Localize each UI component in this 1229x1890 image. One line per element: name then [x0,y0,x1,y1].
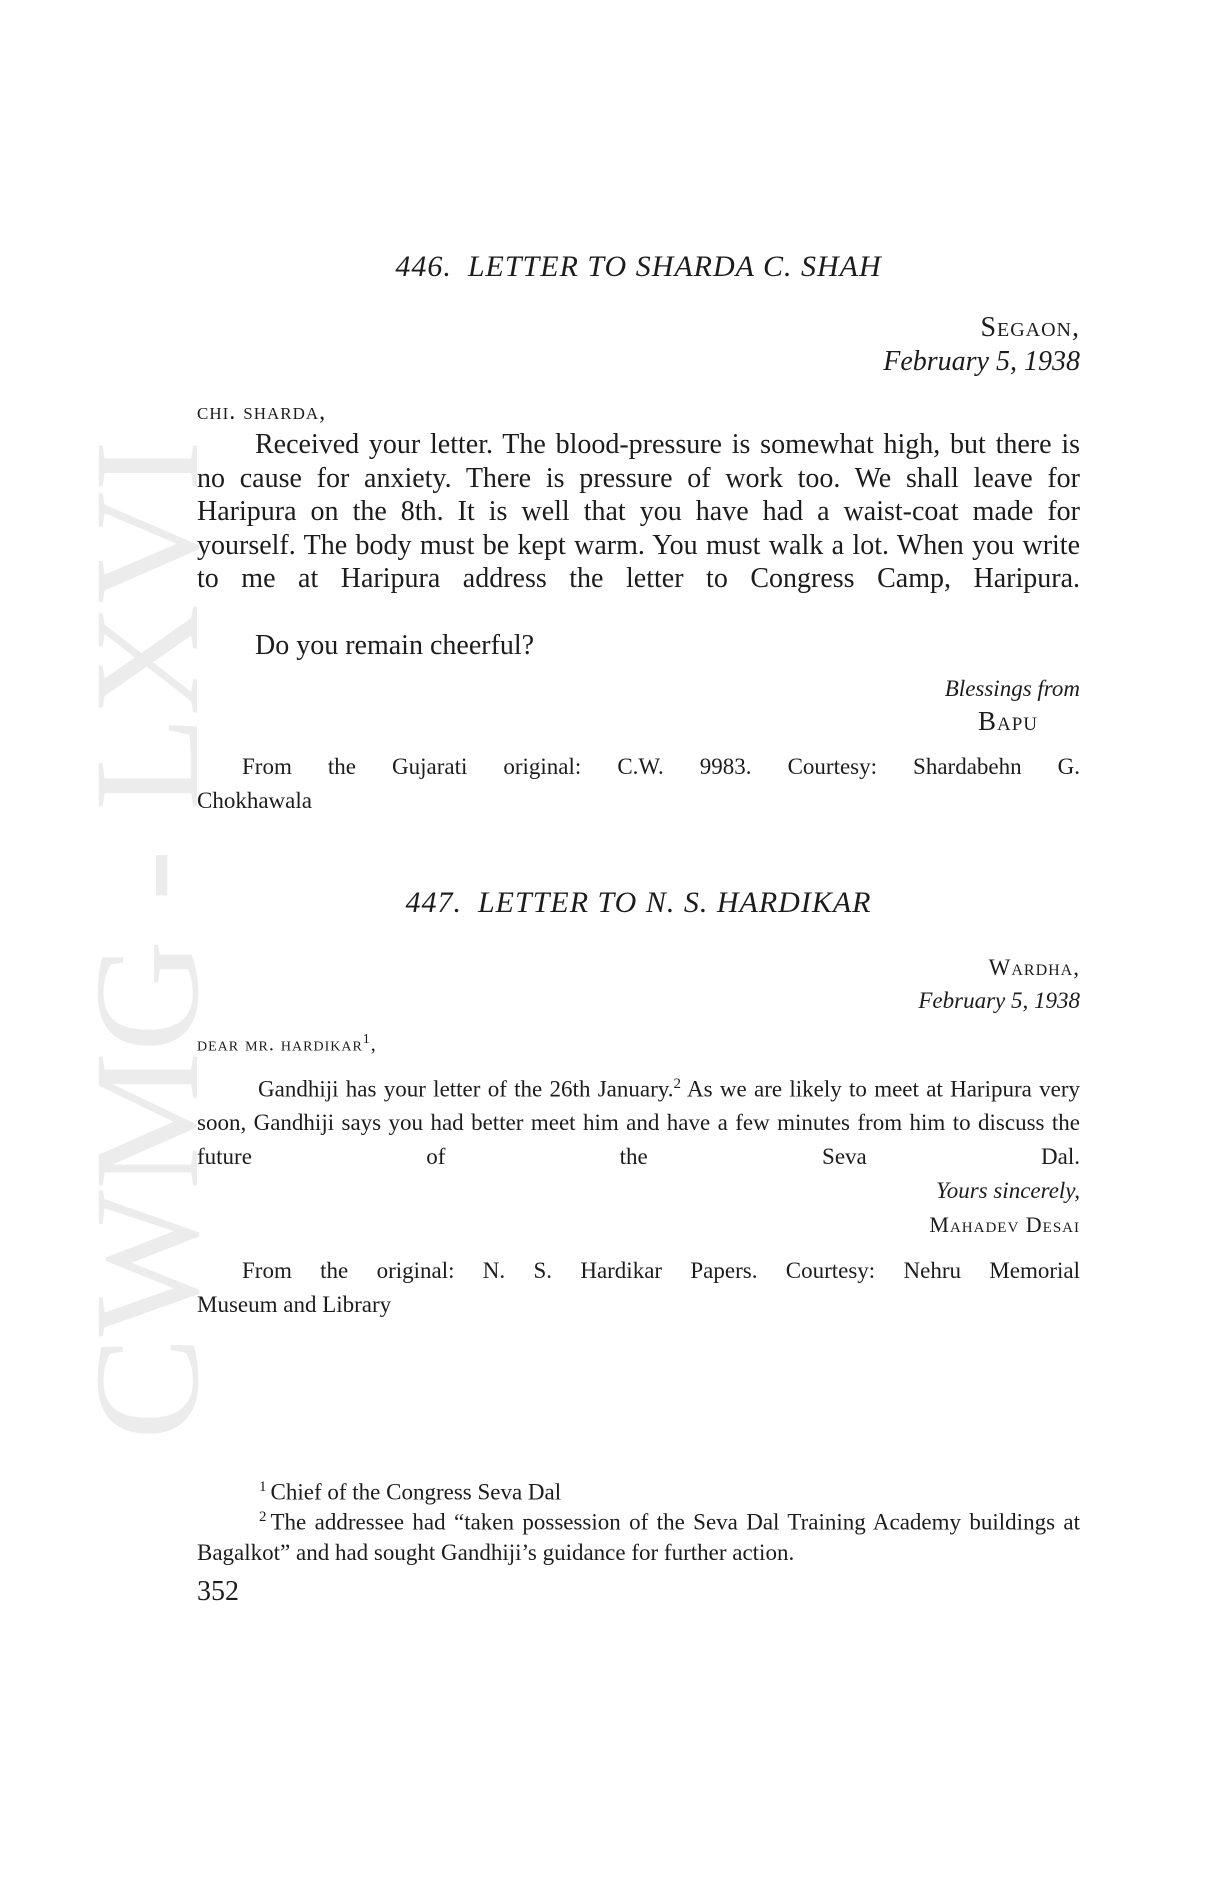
body-text-a: Gandhiji has your letter of the 26th January. [258,1076,674,1102]
footnote-2 [197,1502,1080,1568]
letter-446-body: Received your letter. The blood-pressure is somewhat high, but there is no cause for anxiety. There is pressure of work too. We shall leave for Haripura on the 8th. It is well that you have had a waist-coat made for yourself. The body must be kept warm. You must walk a lot. When you write to me at Haripura address the letter to Congress Camp, Haripura. [197,429,1080,594]
letter-446-place: Segaon, [980,312,1080,343]
salutation-comma: , [370,1033,377,1056]
letter-number: 446. [395,250,452,283]
letter-number: 447. [405,886,462,919]
watermark-text: CWMG - LXVI [64,473,230,1440]
letter-447-heading [197,886,1080,920]
source-line-1: From the Gujarati original: C.W. 9983. Courtesy: Shardabehn G. [242,754,1080,779]
letter-447-date: February 5, 1938 [918,988,1080,1013]
letter-447-signature: Mahadev Desai [929,1212,1080,1237]
salutation-text: dear mr. hardikar [197,1033,363,1056]
letter-446-date: February 5, 1938 [883,346,1080,377]
letter-447-closing: Yours sincerely, [936,1178,1080,1203]
letter-447-source [197,1254,1080,1322]
footnote-text: The addressee had “taken possession of the Seva Dal Training Academy buildings at Bagalkot” and had sought Gandhiji’s guidance for further action. [197,1509,1080,1565]
footnote-mark: 2 [259,1509,267,1525]
body-text-b: As we are likely to meet at Haripura very soon, Gandhiji says you had better meet him and have a few minutes from him to discuss the future of the Seva Dal. [197,1076,1080,1169]
letter-447-salutation [197,1032,377,1057]
letter-446-signature: Bapu [977,706,1038,736]
source-line-1: From the original: N. S. Hardikar Papers. Courtesy: Nehru Memorial [242,1258,1080,1283]
footnote-text: Chief of the Congress Seva Dal [270,1479,562,1505]
source-line-2: Chokhawala [197,788,312,813]
letter-446-closing: Blessings from [944,676,1080,701]
page-number: 352 [197,1576,239,1607]
letter-title: LETTER TO SHARDA C. SHAH [467,250,882,283]
letter-446-heading [197,250,1080,284]
letter-446-source [197,750,1080,818]
letter-446-body-closing-line: Do you remain cheerful? [255,630,535,661]
footnote-ref-2: 2 [673,1076,682,1092]
letter-446-salutation: chi. sharda, [197,399,327,425]
footnote-ref-1: 1 [362,1032,371,1047]
footnote-mark: 1 [259,1479,267,1495]
letter-447-place: Wardha, [988,955,1080,980]
source-line-2: Museum and Library [197,1292,392,1317]
letter-title: LETTER TO N. S. HARDIKAR [478,886,872,919]
letter-447-body [197,1068,1080,1173]
